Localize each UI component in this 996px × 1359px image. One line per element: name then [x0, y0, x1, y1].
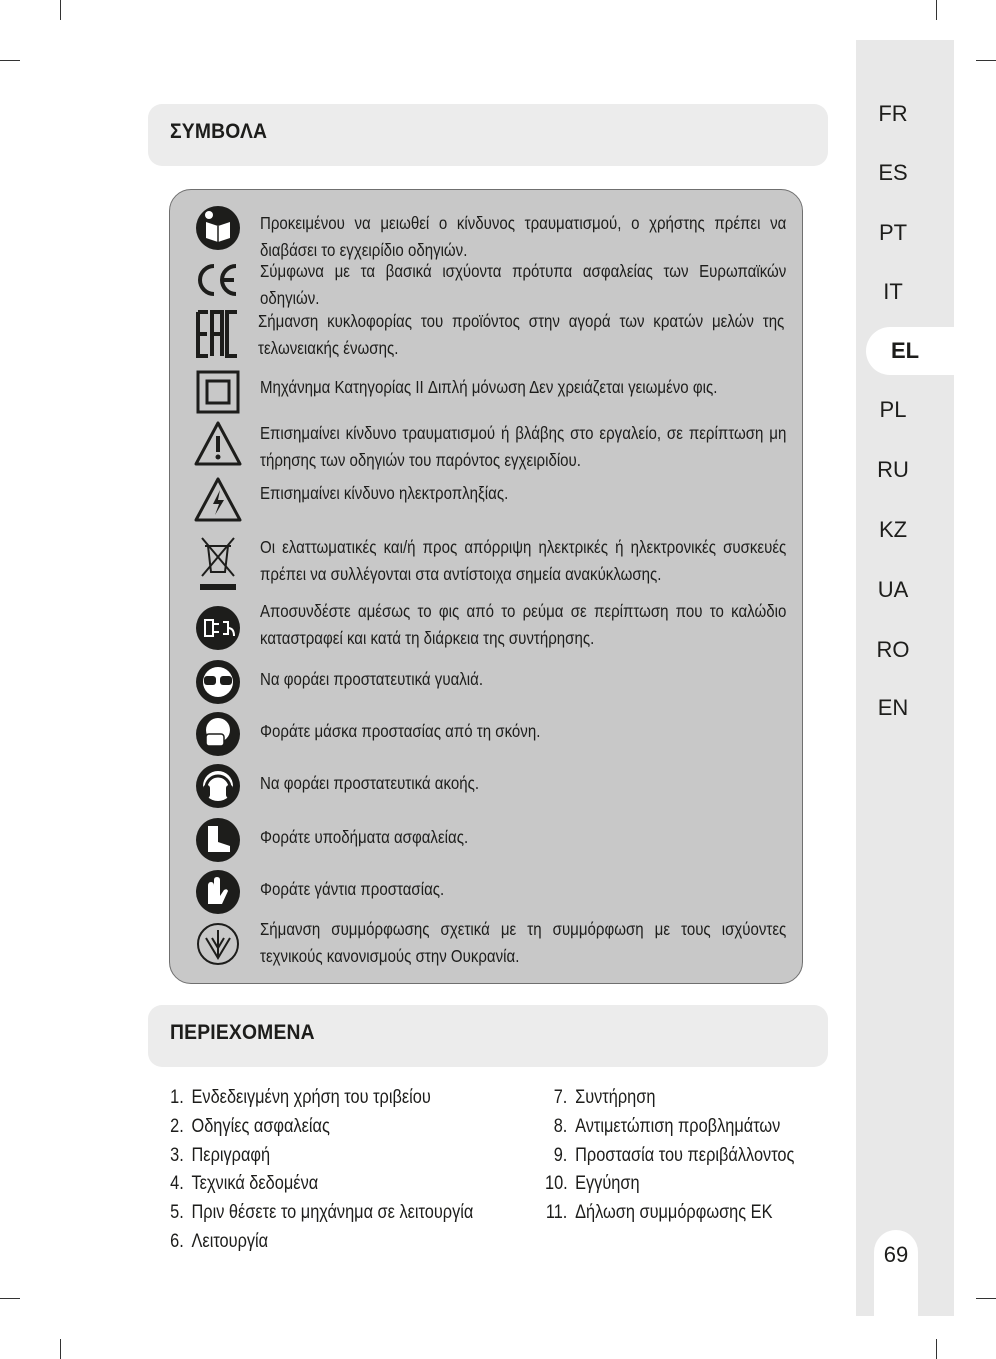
- toc-item[interactable]: [545, 1084, 655, 1112]
- safety-glasses-icon: [192, 656, 244, 708]
- language-sidebar: [856, 40, 954, 1316]
- toc-item[interactable]: [170, 1084, 431, 1112]
- ukrca-mark-icon: [192, 918, 244, 970]
- crop-mark: [60, 1339, 61, 1359]
- contents-title: ΠΕΡΙΕΧΟΜΕΝΑ: [170, 1021, 315, 1044]
- crop-mark: [976, 60, 996, 61]
- crop-mark: [0, 1298, 20, 1299]
- toc-number: 11.: [545, 1202, 568, 1223]
- lang-tab-ua[interactable]: UA: [877, 577, 909, 602]
- toc-label: Πριν θέσετε το μηχάνημα σε λειτουργία: [191, 1202, 474, 1223]
- toc-label: Τεχνικά δεδομένα: [191, 1173, 319, 1194]
- symbol-description: Σήμανση κυκλοφορίας του προϊόντος στην αγορά των κρατών μελών της τελωνειακής ένωσης.: [258, 311, 785, 358]
- symbol-description: Φοράτε υποδήματα ασφαλείας.: [260, 827, 469, 847]
- crop-mark: [0, 60, 20, 61]
- symbol-description: Αποσυνδέστε αμέσως το φις από το ρεύμα σε περίπτωση που το καλώδιο καταστραφεί και κατά τη διάρκεια της συντήρησης.: [260, 601, 787, 648]
- class-ii-icon: [192, 366, 244, 418]
- toc-number: 10.: [545, 1173, 568, 1194]
- symbol-description: Προκειμένου να μειωθεί ο κίνδυνος τραυματισμού, ο χρήστης πρέπει να διαβάσει το εγχειρίδιο οδηγιών.: [260, 213, 787, 260]
- toc-item[interactable]: [545, 1142, 794, 1170]
- symbol-description: Να φοράει προστατευτικά ακοής.: [260, 773, 480, 793]
- ce-mark-icon: [192, 254, 244, 306]
- toc-label: Εγγύηση: [575, 1173, 640, 1194]
- toc-number: 7.: [553, 1087, 568, 1108]
- toc-label: Περιγραφή: [191, 1145, 271, 1166]
- dust-mask-icon: [192, 708, 244, 760]
- toc-number: 3.: [170, 1145, 184, 1166]
- crop-mark: [936, 1339, 937, 1359]
- lang-tab-fr[interactable]: FR: [878, 101, 908, 126]
- toc-label: Προστασία του περιβάλλοντος: [575, 1145, 795, 1166]
- warning-icon: [192, 418, 244, 470]
- symbols-panel: [169, 189, 803, 984]
- lang-tab-el[interactable]: EL: [866, 327, 954, 375]
- lang-tab-pl[interactable]: PL: [879, 397, 907, 422]
- lang-tab-ru[interactable]: RU: [877, 457, 909, 482]
- lang-tab-kz[interactable]: KZ: [878, 517, 908, 542]
- toc-item[interactable]: [545, 1170, 640, 1198]
- symbol-description: Σύμφωνα με τα βασικά ισχύοντα πρότυπα ασφαλείας των Ευρωπαϊκών οδηγιών.: [260, 261, 787, 308]
- toc-label: Αντιμετώπιση προβλημάτων: [575, 1116, 781, 1137]
- crop-mark: [60, 0, 61, 20]
- safety-boots-icon: [192, 814, 244, 866]
- lang-tab-ro[interactable]: RO: [876, 637, 910, 662]
- toc-label: Συντήρηση: [575, 1087, 656, 1108]
- toc-number: 4.: [170, 1173, 184, 1194]
- lang-tab-es[interactable]: ES: [878, 160, 908, 185]
- toc-label: Λειτουργία: [191, 1231, 269, 1252]
- toc-item[interactable]: [170, 1199, 473, 1227]
- unplug-icon: [192, 602, 244, 654]
- toc-number: 8.: [553, 1116, 568, 1137]
- symbol-description: Μηχάνημα Κατηγορίας II Διπλή μόνωση Δεν χρειάζεται γειωμένο φις.: [260, 377, 718, 397]
- toc-number: 9.: [553, 1145, 568, 1166]
- toc-item[interactable]: [545, 1199, 772, 1227]
- page-number: 69: [883, 1242, 909, 1267]
- lang-tab-en[interactable]: EN: [877, 695, 909, 720]
- toc-label: Δήλωση συμμόρφωσης ΕΚ: [575, 1202, 773, 1223]
- eac-mark-icon: [192, 308, 244, 360]
- weee-bin-icon: [192, 532, 244, 592]
- symbol-description: Επισημαίνει κίνδυνο τραυματισμού ή βλάβης στο εργαλείο, σε περίπτωση μη τήρησης των οδηγιών του παρόντος εγχειριδίου.: [260, 423, 787, 470]
- symbol-description: Οι ελαττωματικές και/ή προς απόρριψη ηλεκτρικές ή ηλεκτρονικές συσκευές πρέπει να συλλέγονται στα αντίστοιχα σημεία ανακύκλωσης.: [260, 537, 787, 584]
- symbol-description: Σήμανση συμμόρφωσης σχετικά με τη συμμόρφωση με τους ισχύοντες τεχνικούς κανονισμούς στην Ουκρανία.: [260, 919, 787, 966]
- symbol-description: Να φοράει προστατευτικά γυαλιά.: [260, 669, 484, 689]
- lang-tab-it[interactable]: IT: [883, 279, 903, 304]
- toc-label: Οδηγίες ασφαλείας: [191, 1116, 330, 1137]
- symbols-title: ΣΥΜΒΟΛΑ: [170, 120, 268, 143]
- crop-mark: [936, 0, 937, 20]
- toc-number: 2.: [170, 1116, 184, 1137]
- symbol-description: Επισημαίνει κίνδυνο ηλεκτροπληξίας.: [260, 483, 509, 503]
- toc-number: 1.: [170, 1087, 184, 1108]
- symbol-description: Φοράτε γάντια προστασίας.: [260, 879, 445, 899]
- ear-protection-icon: [192, 760, 244, 812]
- electric-shock-icon: [192, 474, 244, 526]
- toc-label: Ενδεδειγμένη χρήση του τριβείου: [191, 1087, 431, 1108]
- toc-number: 5.: [170, 1202, 184, 1223]
- toc-item[interactable]: [170, 1113, 330, 1141]
- toc-item[interactable]: [545, 1113, 780, 1141]
- gloves-icon: [192, 866, 244, 918]
- read-manual-icon: [192, 202, 244, 254]
- toc-item[interactable]: [170, 1170, 318, 1198]
- toc-item[interactable]: [170, 1142, 270, 1170]
- contents-header: [148, 1005, 828, 1067]
- lang-tab-pt[interactable]: PT: [878, 220, 908, 245]
- crop-mark: [976, 1298, 996, 1299]
- toc-item[interactable]: [170, 1228, 268, 1256]
- symbol-description: Φοράτε μάσκα προστασίας από τη σκόνη.: [260, 721, 541, 741]
- symbols-header: [148, 104, 828, 166]
- toc-number: 6.: [170, 1231, 184, 1252]
